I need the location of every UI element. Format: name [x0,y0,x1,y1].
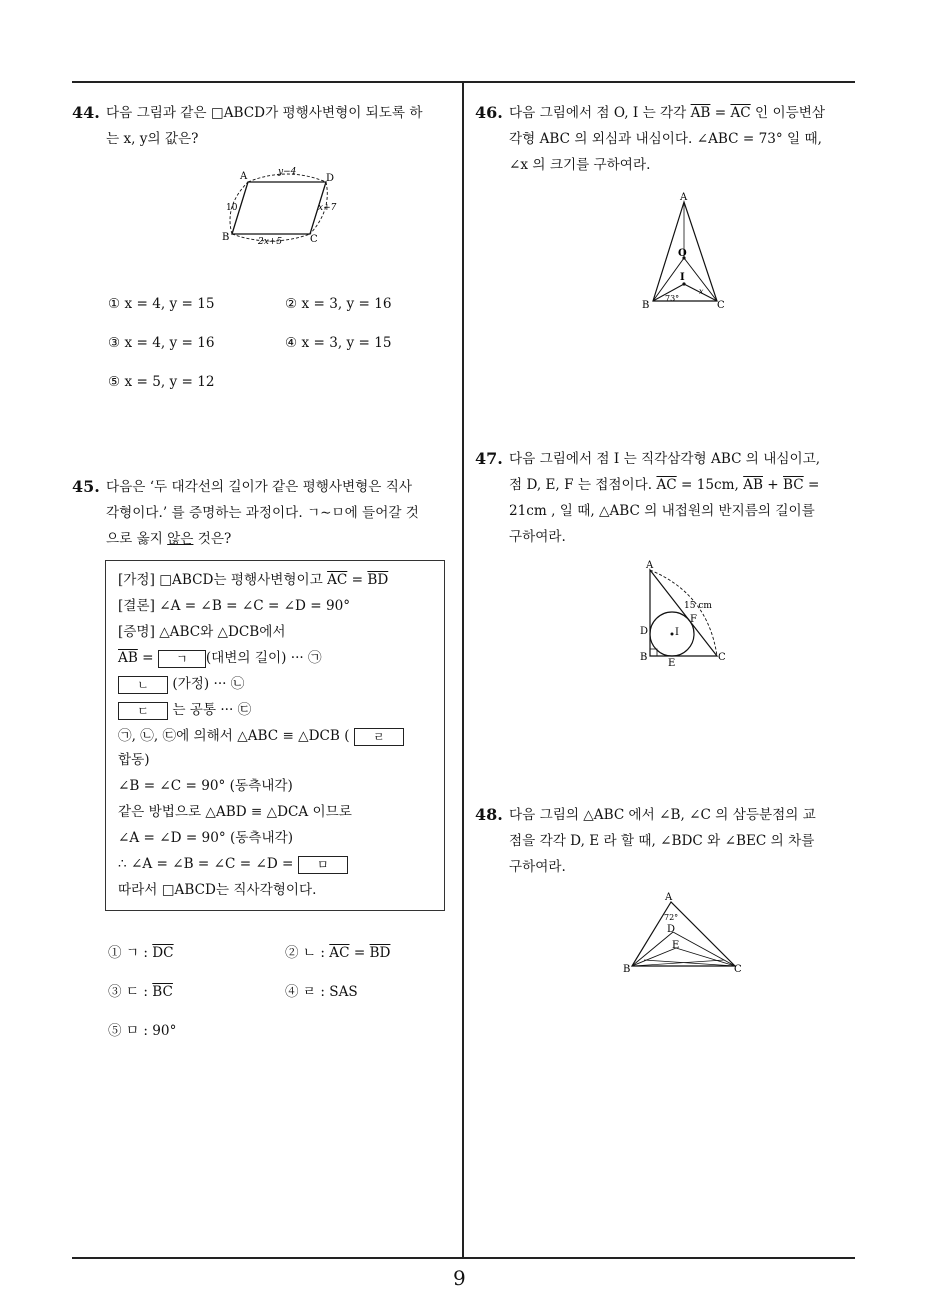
label-C: C [718,652,726,663]
question-47 [475,446,860,550]
proof-line-conclusion: [결론] ∠A = ∠B = ∠C = ∠D = 90° [118,598,351,614]
label-B: B [640,652,648,663]
label-angle: 72° [664,913,679,922]
choice-4[interactable]: ④ x = 3, y = 15 [285,335,392,351]
question-text: 다음 그림과 같은 □ABCD가 평행사변형이 되도록 하 는 x, y의 값은? [106,105,423,147]
proof-line-11: ∠A = ∠D = 90° (동측내각) [118,830,294,846]
label-O: O [678,248,687,259]
question-number: 47. [475,449,503,468]
proof-line-8: 합동) [118,752,150,768]
label-D: D [326,173,335,184]
proof-line-10: 같은 방법으로 △ABD ≡ △DCA 이므로 [118,804,352,820]
choice-2[interactable]: ② x = 3, y = 16 [285,296,392,312]
question-number: 45. [72,477,100,496]
label-C: C [310,234,318,245]
question-text: 다음 그림의 △ABC 에서 ∠B, ∠C 의 삼등분점의 교 점을 각각 D, E 라 할 때, ∠BDC 와 ∠BEC 의 차를 구하여라. [509,807,816,875]
q45-choice-4[interactable]: ④ ㄹ : SAS [285,984,358,1000]
label-B: B [623,964,631,975]
label-top: y−4 [278,167,297,177]
proof-line-proof: [증명] △ABC와 △DCB에서 [118,624,286,640]
proof-line-12: ∴ ∠A = ∠B = ∠C = ∠D = ㅁ [118,854,348,874]
blank-box-n: ㄴ [118,676,168,694]
question-number: 48. [475,805,503,824]
label-length: 15 cm [684,601,712,611]
proof-box [105,560,445,911]
label-E: E [668,658,676,669]
label-left: 10 [226,203,238,213]
q45-choice-3[interactable]: ③ ㄷ : $\overline{BC}$ [108,984,173,1000]
label-A: A [665,892,673,903]
proof-line-9: ∠B = ∠C = 90° (동측내각) [118,778,293,794]
label-bottom: 2x+5 [258,237,283,247]
label-I: I [675,627,679,638]
label-D: D [667,924,676,935]
question-text: 다음 그림에서 점 I 는 직각삼각형 ABC 의 내심이고, 점 D, E, F 는 접점이다. $\overline{AC} = 15cm$, $\overline{AB} + \overline{BC}$ = 21cm , 일 때, △ABC 의 내접원의 반지름의 길이를 구하여라. [509,451,821,545]
label-F: F [690,614,697,625]
label-A: A [680,192,688,203]
label-A: A [646,560,654,571]
question-text: 다음 그림에서 점 O, I 는 각각 $\overline{AB} = \overline{AC}$ 인 이등변삼 각형 ABC 의 외심과 내심이다. ∠ABC = 73° 일 때, ∠x 의 크기를 구하여라. [509,105,825,173]
label-x: x [699,287,704,296]
question-number: 46. [475,103,503,122]
label-E: E [672,940,680,951]
blank-box-g: ㄱ [158,650,206,668]
choice-5[interactable]: ⑤ x = 5, y = 12 [108,374,215,390]
proof-line-assumption: [가정] □ABCD는 평행사변형이고 $\overline{AC} = \overline{BD}$ [118,572,389,588]
top-rule [72,81,855,83]
question-45 [72,474,457,552]
isosceles-triangle-figure [640,190,730,312]
label-C: C [734,964,742,975]
q45-choice-1[interactable]: ① ㄱ : $\overline{DC}$ [108,945,174,961]
proof-line-5: ㄴ (가정) ··· ㉡ [118,674,244,694]
question-48 [475,802,860,880]
trisector-triangle-figure [620,890,745,980]
proof-line-6: ㄷ 는 공통 ··· ㉢ [118,700,251,720]
question-number: 44. [72,103,100,122]
label-right: x+7 [318,203,337,213]
q45-choice-2[interactable]: ② ㄴ : $\overline{AC} = \overline{BD}$ [285,945,391,961]
bottom-rule [72,1257,855,1259]
page-number: 9 [453,1266,466,1290]
question-text: 다음은 ‘두 대각선의 길이가 같은 평행사변형은 직사 각형이다.’ 를 증명하는 과정이다. ㄱ∼ㅁ에 들어갈 것 으로 옳지 않은 것은? [106,479,419,547]
proof-line-4: $\overline{AB}$ = ㄱ (대변의 길이) ··· ㉠ [118,650,322,666]
choice-1[interactable]: ① x = 4, y = 15 [108,296,215,312]
label-C: C [717,300,725,311]
blank-box-m: ㅁ [298,856,348,874]
proof-line-7: ㉠, ㉡, ㉢에 의해서 △ABC ≡ △DCB ( ㄹ [118,726,404,746]
right-triangle-incircle-figure [636,560,736,670]
choice-3[interactable]: ③ x = 4, y = 16 [108,335,215,351]
blank-box-d: ㄷ [118,702,168,720]
label-B: B [642,300,650,311]
label-angle: 73° [665,294,680,303]
label-I: I [680,272,685,283]
proof-line-13: 따라서 □ABCD는 직사각형이다. [118,882,317,898]
label-D: D [640,626,649,637]
blank-box-r: ㄹ [354,728,404,746]
label-B: B [222,232,230,243]
parallelogram-figure [218,162,348,252]
q45-choice-5[interactable]: ⑤ ㅁ : 90° [108,1023,177,1039]
question-46 [475,100,860,178]
question-44 [72,100,457,152]
column-divider [462,82,464,1258]
label-A: A [240,171,248,182]
